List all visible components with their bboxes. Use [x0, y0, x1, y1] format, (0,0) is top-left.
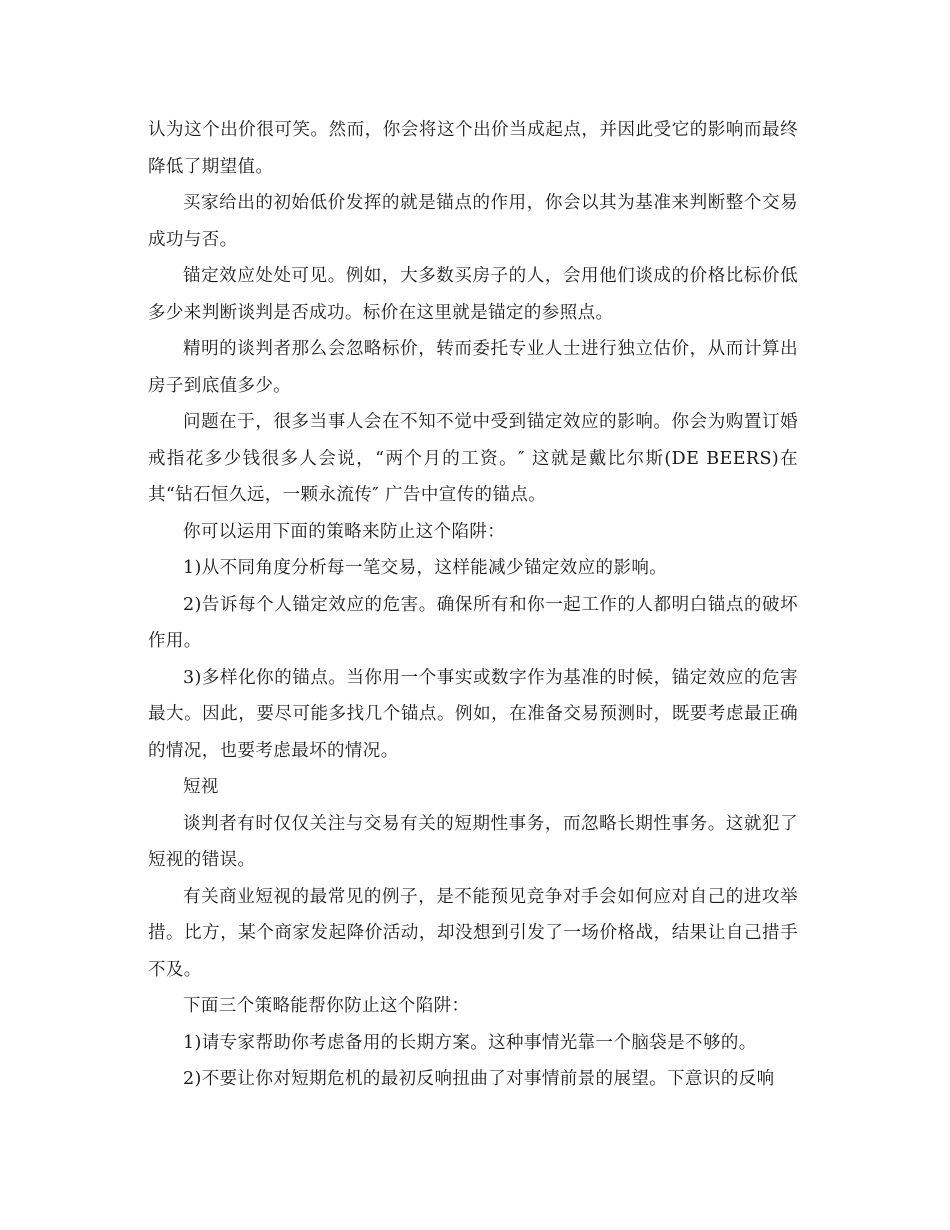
paragraph: 买家给出的初始低价发挥的就是锚点的作用，你会以其为基准来判断整个交易成功与否。 — [148, 193, 798, 250]
paragraph: 谈判者有时仅仅关注与交易有关的短期性事务，而忽略长期性事务。这就犯了短视的错误。 — [148, 813, 798, 870]
list-item: 1)请专家帮助你考虑备用的长期方案。这种事情光靠一个脑袋是不够的。 — [183, 1032, 757, 1053]
paragraph: 下面三个策略能帮你防止这个陷阱： — [183, 996, 470, 1016]
paragraph: 你可以运用下面的策略来防止这个陷阱： — [183, 521, 506, 542]
paragraph: 锚定效应处处可见。例如，大多数买房子的人，会用他们谈成的价格比标价低多少来判断谈判是否成功。标价在这里就是锚定的参照点。 — [148, 266, 798, 323]
section-heading: 短视 — [183, 777, 219, 797]
list-item: 1)从不同角度分析每一笔交易，这样能减少锚定效应的影响。 — [183, 558, 668, 578]
document-body — [148, 112, 798, 1098]
list-item: 3)多样化你的锚点。当你用一个事实或数字作为基准的时候，锚定效应的危害最大。因此，要尽可能多找几个锚点。例如，在准备交易预测时，既要考虑最正确的情况，也要考虑最坏的情况。 — [148, 667, 798, 761]
list-item: 2)告诉每个人锚定效应的危害。确保所有和你一起工作的人都明白锚点的破坏作用。 — [148, 594, 798, 651]
list-item: 2)不要让你对短期危机的最初反响扭曲了对事情前景的展望。下意识的反响 — [183, 1069, 775, 1089]
paragraph: 精明的谈判者那么会忽略标价，转而委托专业人士进行独立估价，从而计算出房子到底值多少。 — [148, 339, 798, 396]
paragraph-continuation: 认为这个出价很可笑。然而，你会将这个出价当成起点，并因此受它的影响而最终降低了期望值。 — [148, 120, 798, 177]
paragraph: 有关商业短视的最常见的例子，是不能预见竞争对手会如何应对自己的进攻举措。比方，某个商家发起降价活动，却没想到引发了一场价格战，结果让自己措手不及。 — [148, 886, 798, 980]
paragraph: 问题在于，很多当事人会在不知不觉中受到锚定效应的影响。你会为购置订婚戒指花多少钱很多人会说，“两个月的工资。″ 这就是戴比尔斯(DE BEERS)在其“钻石恒久远，一颗永流传″ 广告中宣传的锚点。 — [148, 412, 798, 505]
